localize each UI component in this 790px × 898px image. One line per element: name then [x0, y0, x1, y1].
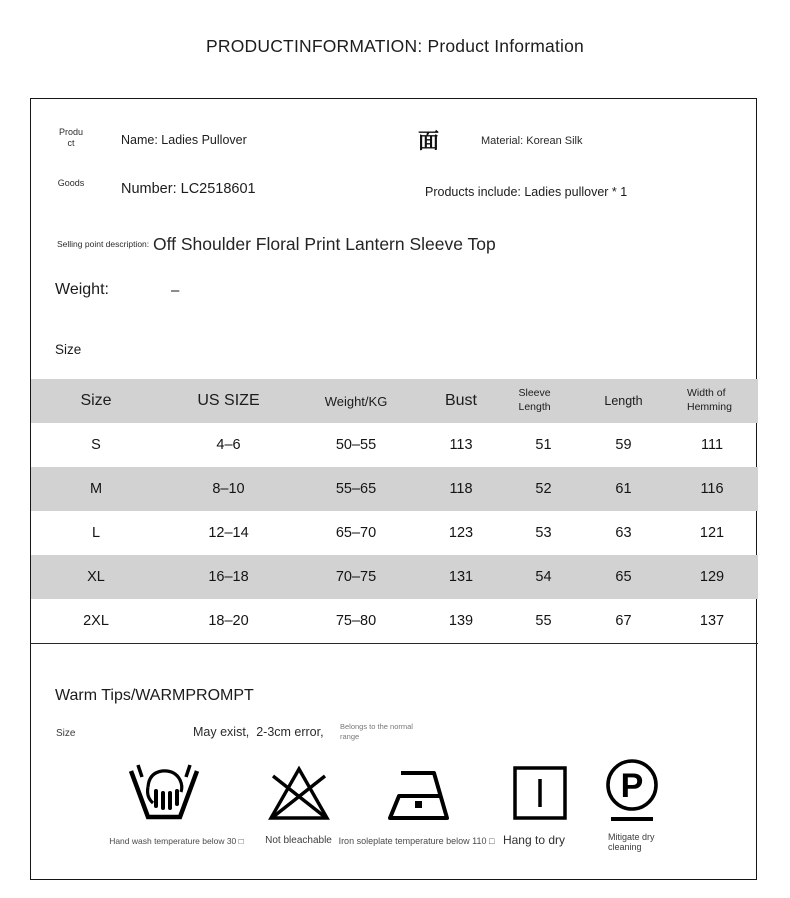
size-table-header-row — [31, 379, 758, 423]
product-info-box — [30, 98, 757, 880]
products-include-value: Products include: Ladies pullover * 1 — [425, 185, 628, 199]
cell: 8–10 — [212, 481, 245, 497]
selling-point-value: Off Shoulder Floral Print Lantern Sleeve Top — [153, 234, 496, 254]
care-label-no-bleach: Not bleachable — [265, 835, 332, 846]
cell: 131 — [448, 569, 474, 585]
cell: 116 — [700, 481, 724, 497]
weight-value: – — [171, 282, 180, 299]
warm-tips-note-detail: Belongs to the normal range — [340, 722, 413, 741]
cell: M — [89, 481, 103, 497]
size-table — [31, 379, 758, 644]
cell: 121 — [699, 525, 725, 541]
col-header-width-of-hemming: Width of Hemming — [687, 387, 732, 413]
cell: 59 — [615, 437, 632, 453]
svg-text:P: P — [620, 767, 644, 805]
cell: 118 — [449, 481, 473, 497]
cell: 53 — [535, 525, 552, 541]
cn-material-character: 面 — [418, 130, 439, 153]
no-bleach-icon — [268, 766, 330, 827]
col-header-length: Length — [604, 394, 643, 408]
cell: 139 — [448, 613, 474, 629]
cell: 54 — [535, 569, 552, 585]
table-row-s — [31, 423, 758, 467]
cell: XL — [87, 569, 105, 585]
care-label-dry-clean: Mitigate dry cleaning — [608, 832, 655, 852]
cell: 12–14 — [208, 525, 249, 541]
cell: 137 — [699, 613, 725, 629]
hand-wash-icon — [128, 763, 200, 826]
cell: 4–6 — [216, 437, 241, 453]
dry-clean-p-icon — [602, 757, 662, 830]
cell: 65–70 — [335, 525, 377, 541]
cell: 2XL — [83, 613, 109, 629]
cell: 75–80 — [335, 613, 377, 629]
size-section-label: Size — [55, 342, 82, 357]
cell: 67 — [615, 613, 632, 629]
table-row-m — [31, 467, 758, 511]
col-header-size: Size — [80, 392, 112, 409]
cell: 55–65 — [335, 481, 377, 497]
table-row-2xl — [31, 599, 758, 643]
cell: 70–75 — [335, 569, 377, 585]
goods-number-value: Number: LC2518601 — [121, 181, 256, 197]
selling-point-label: Selling point description: — [57, 229, 151, 258]
care-label-hand-wash: Hand wash temperature below 30 □ — [109, 836, 244, 846]
cell: 61 — [615, 481, 632, 497]
table-row-l — [31, 511, 758, 555]
cell: 52 — [535, 481, 552, 497]
cell: 113 — [449, 437, 473, 453]
cell: 111 — [700, 437, 724, 453]
product-row-label: Product — [58, 127, 84, 149]
warm-tips-size-label: Size — [56, 728, 76, 739]
cell: L — [91, 525, 101, 541]
product-name-value: Name: Ladies Pullover — [121, 133, 247, 147]
care-label-hang-dry: Hang to dry — [502, 833, 566, 847]
warm-tips-heading: Warm Tips/WARMPROMPT — [55, 687, 254, 704]
goods-row-label: Goods — [57, 178, 85, 188]
cell: 123 — [448, 525, 474, 541]
cell: 65 — [615, 569, 632, 585]
col-header-weight: Weight/KG — [324, 393, 388, 409]
cell: 51 — [535, 437, 552, 453]
care-label-iron: Iron soleplate temperature below 110 □ — [338, 836, 495, 846]
cell: 55 — [535, 613, 552, 629]
cell: 16–18 — [208, 569, 249, 585]
cell: 50–55 — [335, 437, 377, 453]
warm-tips-note: May exist, 2-3cm error, — [193, 725, 324, 739]
cell: S — [91, 437, 101, 453]
col-header-sleeve-length: Sleeve Length — [518, 387, 551, 413]
page-title: PRODUCTINFORMATION: Product Information — [206, 36, 584, 56]
table-row-xl — [31, 555, 758, 599]
col-header-bust: Bust — [444, 392, 477, 409]
cell: 129 — [699, 569, 725, 585]
weight-label: Weight: — [55, 281, 109, 298]
cell: 63 — [615, 525, 632, 541]
col-header-us-size: US SIZE — [197, 392, 260, 409]
material-value: Material: Korean Silk — [481, 135, 583, 147]
iron-low-temp-icon — [387, 768, 451, 827]
hang-to-dry-icon — [512, 765, 568, 826]
cell: 18–20 — [208, 613, 249, 629]
